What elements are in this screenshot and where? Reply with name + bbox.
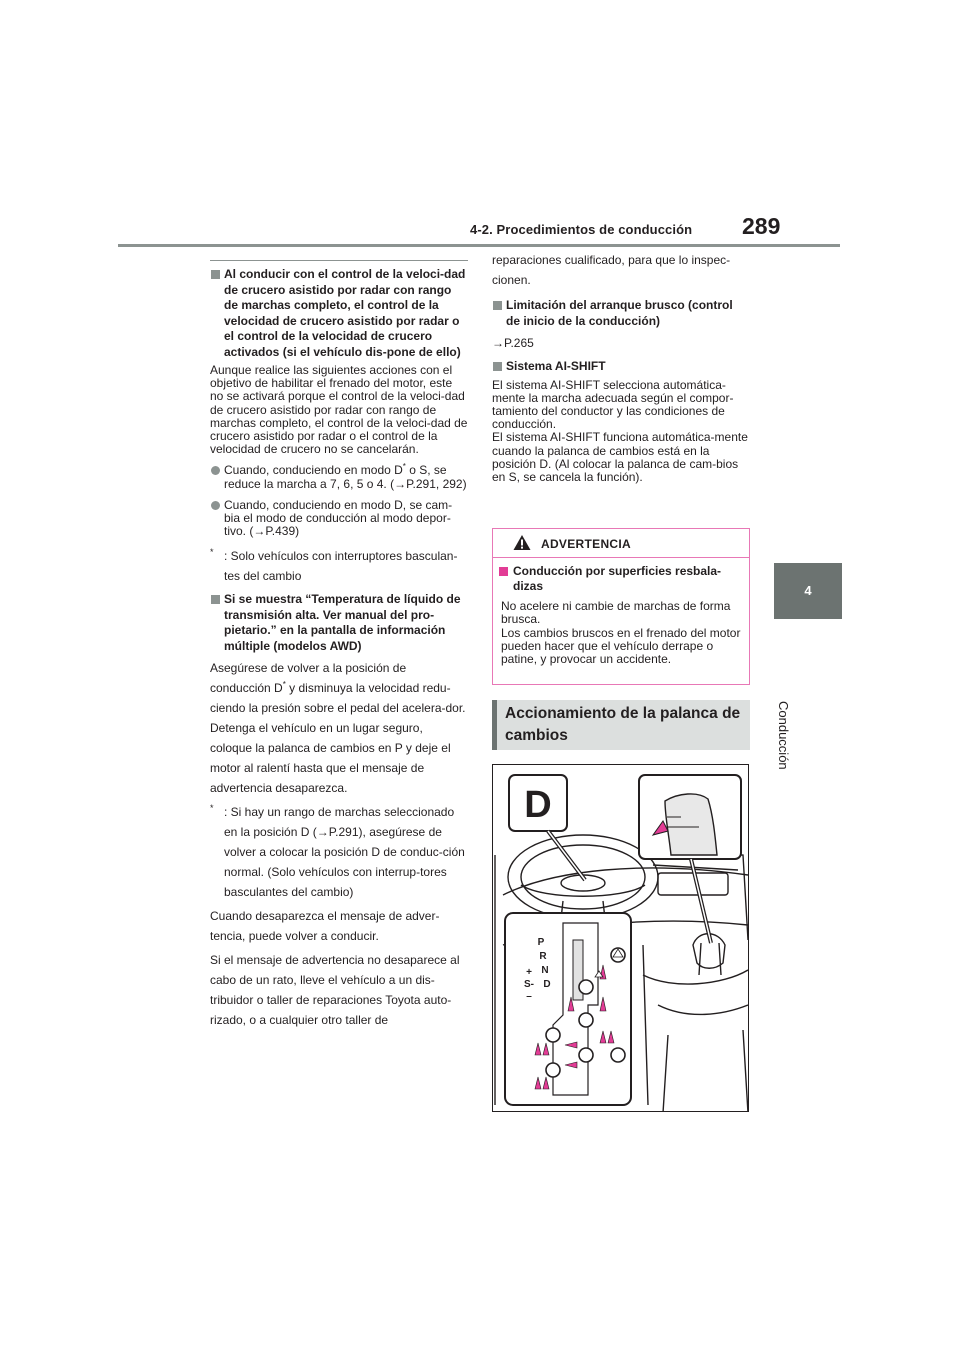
paragraph-engine-brake: Aunque realice las siguientes acciones con el objetivo de habilitar el frenado del motor, este no se activará porque el control de la veloci-dad de crucero asistido por radar con rango de marchas completo, el control de la veloci-dad de crucero asistido por radar o el control de la velocidad de crucero no se cancelarán. bbox=[210, 363, 468, 457]
bullet-sport-mode: Cuando, conduciendo en modo D, se cam-bia el modo de conducción al modo depor-tivo. (→P.439) bbox=[210, 499, 468, 539]
section-heading-text: Accionamiento de la palanca de cambios bbox=[505, 705, 741, 744]
paragraph-inspect: reparaciones cualificado, para que lo inspec-cionen. bbox=[492, 253, 731, 287]
heading-transmission-temp: Si se muestra “Temperatura de líquido de transmisión alta. Ver manual del pro-pietario.” en la pantalla de información múltiple (modelos AWD) bbox=[210, 592, 468, 654]
heading-start-limit: Limitación del arranque brusco (control de inicio de la conducción) bbox=[492, 298, 750, 329]
gate-label-s: S- bbox=[524, 979, 534, 990]
left-column bbox=[210, 260, 468, 1034]
header-rule bbox=[118, 244, 840, 247]
callout-d-letter: D bbox=[524, 784, 552, 826]
warning-box bbox=[492, 528, 750, 685]
footnote-gear-range: * : Si hay un rango de marchas seleccionado en la posición D (→P.291), asegúrese de volver a colocar la posición D de conduc-ción normal. (Solo vehículos con interrup-tores basculantes del cambio) bbox=[210, 803, 465, 900]
paragraph-ai-shift-2: El sistema AI-SHIFT funciona automática-mente cuando la palanca de cambios está en la posición D. (Al colocar la palanca de cam-bios en S, se cancela la función). bbox=[492, 430, 748, 484]
chapter-tab: 4 bbox=[774, 563, 842, 619]
paragraph-resume: Cuando desaparezca el mensaje de adver-tencia, puede volver a conducir. bbox=[210, 909, 440, 944]
section-heading bbox=[492, 700, 750, 750]
warning-body bbox=[493, 558, 749, 666]
column-rule bbox=[210, 260, 468, 261]
heading-ai-shift: Sistema AI-SHIFT bbox=[492, 359, 750, 375]
reference-p265: →P.265 bbox=[492, 336, 534, 350]
gate-label-d: D bbox=[543, 979, 551, 990]
page-number: 289 bbox=[742, 213, 781, 239]
warning-text-2: Los cambios bruscos en el frenado del motor pueden hacer que el vehículo derrape o patine, y provocar un accidente. bbox=[501, 625, 741, 667]
warning-text-1: No acelere ni cambie de marchas de forma brusca. bbox=[501, 599, 731, 627]
chapter-label-text: Conducción bbox=[776, 701, 791, 770]
gate-label-minus: – bbox=[526, 991, 532, 1002]
paragraph-ai-shift-1: El sistema AI-SHIFT selecciona automática-mente la marcha adecuada según el compor-tamiento del conductor y las condiciones de conducción. bbox=[492, 377, 734, 432]
warning-header bbox=[493, 529, 749, 558]
bullet-downshift: Cuando, conduciendo en modo D* o S, se reduce la marcha a 7, 6, 5 o 4. (→P.291, 292) bbox=[210, 464, 468, 490]
footnote-paddle: * : Solo vehículos con interruptores basculan-tes del cambio bbox=[210, 547, 458, 584]
gate-label-plus: + bbox=[526, 967, 532, 978]
cockpit-drawing bbox=[493, 765, 749, 1112]
gate-label-n: N bbox=[541, 965, 549, 976]
right-column bbox=[492, 250, 750, 492]
chapter-label bbox=[776, 623, 817, 770]
section-title: 4-2. Procedimientos de conducción bbox=[470, 222, 693, 237]
warning-title: ADVERTENCIA bbox=[541, 537, 631, 551]
gate-label-p: P bbox=[537, 937, 545, 948]
gate-label-r: R bbox=[539, 951, 547, 962]
warning-heading: Conducción por superficies resbala-dizas bbox=[499, 564, 741, 594]
paragraph-dealer: Si el mensaje de advertencia no desaparece al cabo de un rato, lleve el vehículo a un dis-tribuidor o taller de reparaciones Toyota auto-rizado, o a cualquier otro taller de bbox=[210, 953, 460, 1028]
heading-cruise-control: Al conducir con el control de la veloci-dad de crucero asistido por radar con rango de marchas completo, el control de la velocidad de crucero asistido por radar o el control de la velocidad de crucero activados (si el vehículo dis-pone de ello) bbox=[210, 267, 468, 360]
shift-lever-illustration bbox=[492, 764, 749, 1112]
warning-triangle-icon bbox=[513, 534, 531, 551]
paragraph-return-d: Asegúrese de volver a la posición de conducción D* y disminuya la velocidad redu-ciendo la presión sobre el pedal del acelera-dor. Detenga el vehículo en un lugar seguro, coloque la palanca de cambios en P y deje el motor al ralentí hasta que el mensaje de advertencia desaparezca. bbox=[210, 661, 466, 796]
